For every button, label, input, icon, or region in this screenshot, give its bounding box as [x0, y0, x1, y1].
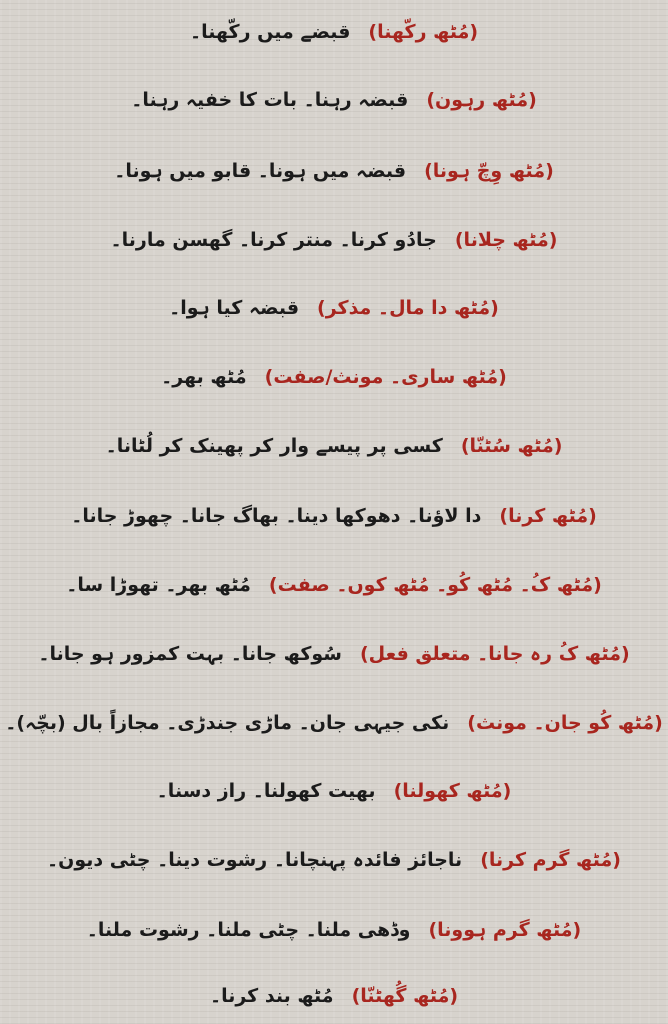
- glossary-entry: [0, 426, 668, 466]
- glossary-entry: [0, 840, 668, 880]
- idiom-term: (مُٹھ گرم کرنا): [480, 849, 621, 871]
- idiom-term: (مُٹھ وِچّ ہونا): [424, 160, 554, 182]
- idiom-term: (مُٹھ سُٹنّا): [460, 435, 563, 457]
- idiom-term: (مُٹھ چلانا): [454, 229, 558, 251]
- glossary-entry: [0, 80, 668, 120]
- glossary-entry: [0, 151, 668, 191]
- glossary-entry: [0, 220, 668, 260]
- glossary-entry: [0, 703, 668, 743]
- idiom-term: (مُٹھ رکّھنا): [368, 21, 479, 43]
- idiom-definition: قبضے میں رکّھنا۔: [189, 21, 351, 43]
- glossary-entry: [0, 634, 668, 674]
- idiom-definition: نکی جیہی جان۔ ماڑی جندڑی۔ مجازاً بال (بچّہ)۔: [5, 712, 450, 734]
- idiom-definition: قبضہ میں ہونا۔ قابو میں ہونا۔: [114, 160, 407, 182]
- idiom-definition: بھیت کھولنا۔ راز دسنا۔: [156, 780, 376, 802]
- idiom-term: (مُٹھ کُ۔ مُٹھ کُو۔ مُٹھ کوں۔ صفت): [268, 574, 602, 596]
- idiom-term: (مُٹھ دا مال۔ مذکر): [317, 297, 499, 319]
- idiom-definition: سُوکھ جانا۔ بہت کمزور ہو جانا۔: [38, 643, 342, 665]
- idiom-term: (مُٹھ کُو جان۔ مونث): [467, 712, 663, 734]
- glossary-entry: [0, 357, 668, 397]
- glossary-entry: [0, 12, 668, 52]
- glossary-entry: [0, 288, 668, 328]
- idiom-term: (مُٹھ ساری۔ مونث/صفت): [264, 366, 507, 388]
- glossary-entry: [0, 496, 668, 536]
- idiom-definition: وڈھی ملنا۔ چٹی ملنا۔ رشوت ملنا۔: [86, 919, 411, 941]
- idiom-term: (مُٹھ رہون): [426, 89, 537, 111]
- idiom-definition: قبضہ کیا ہوا۔: [169, 297, 300, 319]
- glossary-entry: [0, 565, 668, 605]
- idiom-term: (مُٹھ کھولنا): [393, 780, 512, 802]
- idiom-definition: کسی پر پیسے وار کر پھینک کر لُٹانا۔: [105, 435, 443, 457]
- idiom-definition: جادُو کرنا۔ منتر کرنا۔ گھسن مارنا۔: [110, 229, 437, 251]
- idiom-term: (مُٹھ گُھٹنّا): [351, 985, 459, 1007]
- idiom-definition: دا لاؤنا۔ دھوکھا دینا۔ بھاگ جانا۔ چھوڑ جانا۔: [71, 505, 482, 527]
- idiom-term: (مُٹھ کُ رہ جانا۔ متعلق فعل): [360, 643, 630, 665]
- idiom-definition: مُٹھ بھر۔: [161, 366, 247, 388]
- idiom-definition: ناجائز فائدہ پہنچانا۔ رشوت دینا۔ چٹی دیون۔: [47, 849, 463, 871]
- glossary-entry: [0, 771, 668, 811]
- idiom-definition: قبضہ رہنا۔ بات کا خفیہ رہنا۔: [131, 89, 409, 111]
- idiom-definition: مُٹھ بھر۔ تھوڑا سا۔: [66, 574, 251, 596]
- glossary-entry: [0, 976, 668, 1016]
- glossary-entry: [0, 910, 668, 950]
- idiom-definition: مُٹھ بند کرنا۔: [209, 985, 334, 1007]
- idiom-term: (مُٹھ گرم ہوونا): [428, 919, 582, 941]
- idiom-term: (مُٹھ کرنا): [499, 505, 597, 527]
